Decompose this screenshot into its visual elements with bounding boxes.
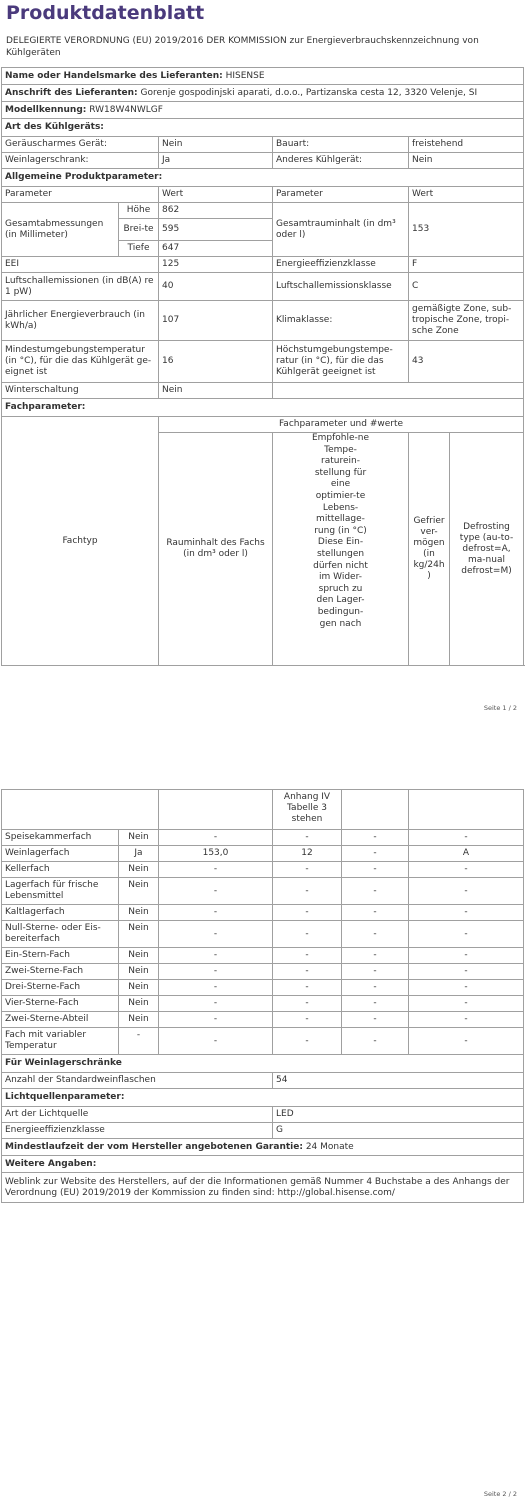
compartment-present: Nein bbox=[119, 830, 159, 846]
compartment-freeze: - bbox=[342, 1028, 409, 1055]
compartment-name: Zwei-Sterne-Fach bbox=[2, 964, 119, 980]
warranty-row bbox=[2, 1139, 524, 1156]
compartment-volume: 153,0 bbox=[159, 846, 273, 862]
compartment-freeze: - bbox=[342, 830, 409, 846]
winter-switch-label: Winterschaltung bbox=[2, 383, 159, 399]
compartment-defrost: - bbox=[409, 996, 524, 1012]
min-temp-label: Mindestumgebungstemperatur (in °C), für die das Kühlgerät ge-eignet ist bbox=[2, 341, 159, 383]
width-value: 595 bbox=[159, 219, 273, 241]
total-volume-value: 153 bbox=[409, 203, 524, 257]
eei-label: EEI bbox=[2, 257, 159, 273]
noise-value: 40 bbox=[159, 273, 273, 301]
compartment-params-heading: Fachparameter: bbox=[2, 399, 524, 417]
compartment-temp: - bbox=[273, 830, 342, 846]
compartment-temp: - bbox=[273, 980, 342, 996]
compartment-row bbox=[2, 921, 524, 948]
annual-energy-value: 107 bbox=[159, 301, 273, 341]
other-appliance-label: Anderes Kühlgerät: bbox=[273, 153, 409, 169]
compartment-name: Ein-Stern-Fach bbox=[2, 948, 119, 964]
compartment-volume: - bbox=[159, 996, 273, 1012]
compartment-freeze: - bbox=[342, 996, 409, 1012]
compartment-defrost: - bbox=[409, 1028, 524, 1055]
document-title: Produktdatenblatt bbox=[6, 2, 205, 24]
light-class-label: Energieeffizienzklasse bbox=[2, 1123, 273, 1139]
compartment-row bbox=[2, 846, 524, 862]
compartment-defrost: - bbox=[409, 921, 524, 948]
compartment-name: Vier-Sterne-Fach bbox=[2, 996, 119, 1012]
compartment-defrost: - bbox=[409, 948, 524, 964]
winter-switch-value: Nein bbox=[159, 383, 273, 399]
compartment-present: Nein bbox=[119, 905, 159, 921]
general-col-param: Parameter bbox=[2, 187, 159, 203]
compartment-freeze: - bbox=[342, 905, 409, 921]
compartment-row bbox=[2, 830, 524, 846]
compartment-name: Null-Sterne- oder Eis-bereiterfach bbox=[2, 921, 119, 948]
compartment-freeze: - bbox=[342, 921, 409, 948]
annual-energy-label: Jährlicher Energieverbrauch (in kWh/a) bbox=[2, 301, 159, 341]
compartment-temp: - bbox=[273, 948, 342, 964]
compartment-volume: - bbox=[159, 980, 273, 996]
compartment-defrost-header: Defrosting type (au-to-defrost=A, ma-nual defrost=M) bbox=[450, 433, 524, 666]
compartment-type-header: Fachtyp bbox=[2, 417, 159, 666]
noise-class-value: C bbox=[409, 273, 524, 301]
warranty-label: Mindestlaufzeit der vom Hersteller angebotenen Garantie: bbox=[5, 1141, 303, 1152]
compartment-temp: 12 bbox=[273, 846, 342, 862]
compartment-row bbox=[2, 905, 524, 921]
compartment-defrost: - bbox=[409, 980, 524, 996]
compartment-defrost: A bbox=[409, 846, 524, 862]
compartment-name: Speisekammerfach bbox=[2, 830, 119, 846]
compartment-present: Ja bbox=[119, 846, 159, 862]
compartment-name: Weinlagerfach bbox=[2, 846, 119, 862]
compartment-volume: - bbox=[159, 905, 273, 921]
max-temp-label: Höchstumgebungstempe-ratur (in °C), für die das Kühlgerät geeignet ist bbox=[273, 341, 409, 383]
compartment-volume: - bbox=[159, 948, 273, 964]
wine-section-heading: Für Weinlagerschränke bbox=[2, 1055, 524, 1073]
dimensions-label: Gesamtabmessungen (in Millimeter) bbox=[2, 203, 119, 257]
wine-cabinet-label: Weinlagerschrank: bbox=[2, 153, 159, 169]
compartment-defrost: - bbox=[409, 878, 524, 905]
product-sheet-table-page2 bbox=[1, 789, 524, 1203]
further-info-text: Weblink zur Website des Herstellers, auf der die Informationen gemäß Nummer 4 Buchstabe a des Anhangs der Verordnung (EU) 2019/2019 der Kommission zu finden sind: http://global.hisense.com/ bbox=[2, 1173, 524, 1203]
supplier-label: Name oder Handelsmarke des Lieferanten: bbox=[5, 70, 223, 81]
compartment-defrost: - bbox=[409, 830, 524, 846]
page-2-footer: Seite 2 / 2 bbox=[483, 1490, 517, 1498]
supplier-row bbox=[2, 68, 524, 85]
model-label: Modellkennung: bbox=[5, 104, 87, 115]
compartment-name: Lagerfach für frische Lebensmittel bbox=[2, 878, 119, 905]
compartment-freeze: - bbox=[342, 846, 409, 862]
compartment-row bbox=[2, 1028, 524, 1055]
compartment-freeze: - bbox=[342, 862, 409, 878]
noise-label: Luftschallemissionen (in dB(A) re 1 pW) bbox=[2, 273, 159, 301]
compartment-volume: - bbox=[159, 1028, 273, 1055]
compartment-present: Nein bbox=[119, 948, 159, 964]
compartment-present: Nein bbox=[119, 878, 159, 905]
climate-class-label: Klimaklasse: bbox=[273, 301, 409, 341]
compartment-row bbox=[2, 980, 524, 996]
low-noise-value: Nein bbox=[159, 137, 273, 153]
compartment-volume: - bbox=[159, 921, 273, 948]
compartment-volume: - bbox=[159, 964, 273, 980]
compartment-present: Nein bbox=[119, 980, 159, 996]
compartment-temp-header: Empfohle-ne Tempe-raturein-stellung für eine optimier-te Lebens-mittellage-rung (in °C) Diese Ein-stellungen dürfen nicht im Wider-spruch zu den Lager-bedingun-gen nach bbox=[311, 433, 370, 629]
climate-class-value: gemäßigte Zone, sub-tropische Zone, tropi-sche Zone bbox=[409, 301, 524, 341]
compartment-present: Nein bbox=[119, 996, 159, 1012]
address-label: Anschrift des Lieferanten: bbox=[5, 87, 138, 98]
compartment-temp: - bbox=[273, 964, 342, 980]
noise-class-label: Luftschallemissionsklasse bbox=[273, 273, 409, 301]
product-sheet-table-page1 bbox=[1, 67, 524, 666]
compartment-row bbox=[2, 878, 524, 905]
compartment-name: Drei-Sterne-Fach bbox=[2, 980, 119, 996]
general-col-value-2: Wert bbox=[409, 187, 524, 203]
compartment-temp: - bbox=[273, 862, 342, 878]
page-1-footer: Seite 1 / 2 bbox=[483, 704, 517, 712]
compartment-defrost: - bbox=[409, 905, 524, 921]
min-temp-value: 16 bbox=[159, 341, 273, 383]
compartment-present: Nein bbox=[119, 921, 159, 948]
general-params-heading: Allgemeine Produktparameter: bbox=[2, 169, 524, 187]
compartment-temp-header-cont: Anhang IV Tabelle 3 stehen bbox=[273, 790, 342, 830]
compartment-row bbox=[2, 948, 524, 964]
page-1 bbox=[0, 0, 525, 720]
further-info-heading: Weitere Angaben: bbox=[2, 1156, 524, 1173]
wine-bottles-value: 54 bbox=[273, 1073, 524, 1089]
compartment-volume: - bbox=[159, 1012, 273, 1028]
depth-value: 647 bbox=[159, 241, 273, 257]
warranty-value: 24 Monate bbox=[305, 1141, 354, 1152]
compartment-freeze-header: Gefrierver-mögen (in kg/24h) bbox=[409, 433, 450, 666]
compartment-freeze: - bbox=[342, 1012, 409, 1028]
light-section-heading: Lichtquellenparameter: bbox=[2, 1089, 524, 1107]
compartment-defrost: - bbox=[409, 964, 524, 980]
compartment-temp: - bbox=[273, 878, 342, 905]
model-value: RW18W4NWLGF bbox=[89, 104, 163, 115]
max-temp-value: 43 bbox=[409, 341, 524, 383]
compartment-present: Nein bbox=[119, 1012, 159, 1028]
wine-cabinet-value: Ja bbox=[159, 153, 273, 169]
height-label: Höhe bbox=[119, 203, 159, 219]
other-appliance-value: Nein bbox=[409, 153, 524, 169]
page-2 bbox=[0, 785, 525, 1500]
light-type-value: LED bbox=[273, 1107, 524, 1123]
compartment-rows bbox=[2, 830, 524, 1055]
compartment-freeze: - bbox=[342, 878, 409, 905]
compartment-present: Nein bbox=[119, 964, 159, 980]
compartment-row bbox=[2, 862, 524, 878]
regulation-subtitle: DELEGIERTE VERORDNUNG (EU) 2019/2016 DER KOMMISSION zur Energieverbrauchskennzeichnung von Kühlgeräten bbox=[6, 36, 479, 58]
energy-class-value: F bbox=[409, 257, 524, 273]
low-noise-label: Geräuscharmes Gerät: bbox=[2, 137, 159, 153]
general-col-value: Wert bbox=[159, 187, 273, 203]
compartment-row bbox=[2, 1012, 524, 1028]
compartment-freeze: - bbox=[342, 964, 409, 980]
energy-class-label: Energieeffizienzklasse bbox=[273, 257, 409, 273]
light-type-label: Art der Lichtquelle bbox=[2, 1107, 273, 1123]
compartment-name: Kellerfach bbox=[2, 862, 119, 878]
design-label: Bauart: bbox=[273, 137, 409, 153]
compartment-present: - bbox=[119, 1028, 159, 1055]
compartment-defrost: - bbox=[409, 862, 524, 878]
compartment-volume: - bbox=[159, 878, 273, 905]
model-row bbox=[2, 102, 524, 119]
general-col-param-2: Parameter bbox=[273, 187, 409, 203]
compartment-volume: - bbox=[159, 830, 273, 846]
compartment-temp: - bbox=[273, 905, 342, 921]
compartment-name: Kaltlagerfach bbox=[2, 905, 119, 921]
compartment-temp: - bbox=[273, 1012, 342, 1028]
compartment-temp: - bbox=[273, 921, 342, 948]
compartment-temp: - bbox=[273, 996, 342, 1012]
compartment-temp: - bbox=[273, 1028, 342, 1055]
compartment-freeze: - bbox=[342, 948, 409, 964]
supplier-value: HISENSE bbox=[225, 70, 265, 81]
width-label: Brei-te bbox=[119, 219, 159, 241]
address-value: Gorenje gospodinjski aparati, d.o.o., Partizanska cesta 12, 3320 Velenje, SI bbox=[140, 87, 478, 98]
design-value: freistehend bbox=[409, 137, 524, 153]
height-value: 862 bbox=[159, 203, 273, 219]
compartment-row bbox=[2, 964, 524, 980]
compartment-name: Zwei-Sterne-Abteil bbox=[2, 1012, 119, 1028]
compartment-subheading: Fachparameter und #werte bbox=[159, 417, 524, 433]
compartment-volume: - bbox=[159, 862, 273, 878]
compartment-row bbox=[2, 996, 524, 1012]
compartment-present: Nein bbox=[119, 862, 159, 878]
device-type-heading: Art des Kühlgeräts: bbox=[2, 119, 524, 137]
total-volume-label: Gesamtrauminhalt (in dm³ oder l) bbox=[273, 203, 409, 257]
compartment-name: Fach mit variabler Temperatur bbox=[2, 1028, 119, 1055]
eei-value: 125 bbox=[159, 257, 273, 273]
wine-bottles-label: Anzahl der Standardweinflaschen bbox=[2, 1073, 273, 1089]
compartment-freeze: - bbox=[342, 980, 409, 996]
address-row bbox=[2, 85, 524, 102]
depth-label: Tiefe bbox=[119, 241, 159, 257]
light-class-value: G bbox=[273, 1123, 524, 1139]
compartment-defrost: - bbox=[409, 1012, 524, 1028]
compartment-volume-header: Rauminhalt des Fachs (in dm³ oder l) bbox=[159, 433, 273, 666]
